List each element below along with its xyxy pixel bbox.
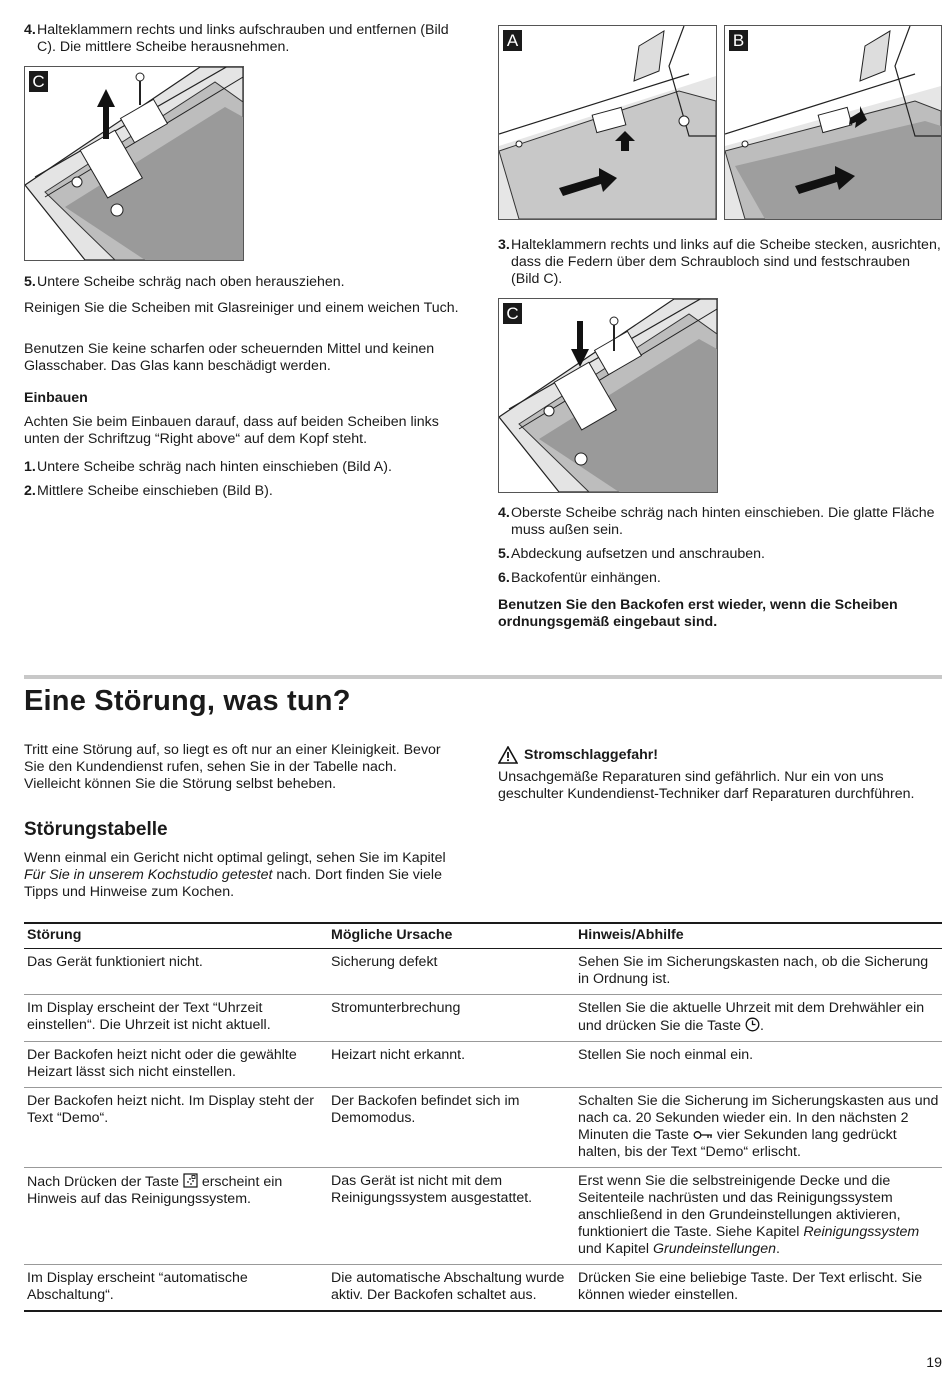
step-1-insert-lower-text: Untere Scheibe schräg nach hinten einschieben (Bild A). (37, 459, 392, 475)
figure-b (724, 25, 942, 220)
section-title: Eine Störung, was tun? (24, 685, 351, 717)
figure-c-attach-label: C (503, 303, 522, 324)
clamp-remove-illustration (25, 67, 243, 260)
step-4-insert-top-text: Oberste Scheibe schräg nach hinten einschieben. Die glatte Fläche muss außen sein. (511, 505, 935, 538)
figure-a-label: A (503, 30, 522, 51)
key-icon (693, 1129, 713, 1141)
warning-block (498, 746, 942, 803)
step-5-cover: 5. Abdeckung aufsetzen und anschrauben. (498, 546, 765, 562)
insert-middle-pane-illustration (725, 26, 941, 219)
step-1-insert-lower: 1. Untere Scheibe schräg nach hinten einschieben (Bild A). (24, 459, 392, 475)
warning-title: Stromschlaggefahr! (524, 746, 659, 763)
einbauen-heading: Einbauen (24, 390, 88, 406)
header-ursache: Mögliche Ursache (328, 923, 575, 949)
warning-triangle-icon (498, 746, 518, 764)
clamp-attach-illustration (499, 299, 717, 492)
troubleshooting-table (24, 922, 942, 1312)
section-divider (24, 675, 942, 679)
clock-icon (745, 1017, 760, 1032)
figure-c-attach (498, 298, 718, 493)
step-4-insert-top: 4. Oberste Scheibe schräg nach hinten einschieben. Die glatte Fläche muss außen sein. (498, 505, 942, 539)
einbauen-paragraph: Achten Sie beim Einbauen darauf, dass auf beiden Scheiben links unten der Schriftzug “Right above“ auf dem Kopf steht. (24, 414, 439, 447)
figure-c-label: C (29, 71, 48, 92)
step-5-cover-text: Abdeckung aufsetzen und anschrauben. (511, 546, 765, 562)
header-stoerung: Störung (24, 923, 328, 949)
chapter-reference: Für Sie in unserem Kochstudio getestet (24, 867, 273, 883)
table-row: Der Backofen heizt nicht. Im Display steht der Text “Demo“. Der Backofen befindet sich im Demomodus. Schalten Sie die Sicherung im Sicherungskasten aus und nach ca. 20 Sekunden wieder ein. In den nächsten 2 Minuten die Taste vier Sekunden lang gedrückt halten, bis der Text “Demo“ erlischt. (24, 1088, 942, 1168)
table-intro-paragraph: Wenn einmal ein Gericht nicht optimal gelingt, sehen Sie im Kapitel Für Sie in unserem Kochstudio getestet nach. Dort finden Sie viele Tipps und Hinweise zum Kochen. (24, 850, 446, 900)
step-5-pull-out-text: Untere Scheibe schräg nach oben herausziehen. (37, 274, 345, 290)
insert-lower-pane-illustration (499, 26, 716, 219)
step-2-insert-middle-text: Mittlere Scheibe einschieben (Bild B). (37, 483, 273, 499)
cleaning-system-icon (183, 1173, 198, 1188)
subsection-title: Störungstabelle (24, 819, 168, 840)
step-2-insert-middle: 2. Mittlere Scheibe einschieben (Bild B). (24, 483, 273, 499)
table-row: Der Backofen heizt nicht oder die gewählte Heizart lässt sich nicht einstellen. Heizart nicht erkannt. Stellen Sie noch einmal ein. (24, 1042, 942, 1088)
warning-text: Unsachgemäße Reparaturen sind gefährlich. Nur ein von uns geschulter Kundendienst-Techniker darf Reparaturen durchführen. (498, 769, 915, 802)
step-4-remove-text: Halteklammern rechts und links aufschrauben und entfernen (Bild C). Die mittlere Scheibe herausnehmen. (37, 22, 449, 55)
step-4-remove: 4. Halteklammern rechts und links aufschrauben und entfernen (Bild C). Die mittlere Scheibe herausnehmen. (24, 22, 469, 56)
table-row: Nach Drücken der Taste erscheint ein Hinweis auf das Reinigungssystem. Das Gerät ist nicht mit dem Reinigungssystem ausgestattet. Erst wenn Sie die selbstreinigende Decke und die Seitenteile nachrüsten und das Reinigungssystem anschließend in den Grundeinstellungen aktivieren, funktioniert die Taste. Siehe Kapitel Reinigungssystem und Kapitel Grundeinstellungen. (24, 1168, 942, 1265)
step-3-attach-clamps-text: Halteklammern rechts und links auf die Scheibe stecken, ausrichten, dass die Federn über dem Schraubloch sind und festschrauben (Bild C). (511, 237, 941, 287)
step-6-door-text: Backofentür einhängen. (511, 570, 661, 586)
caution-paragraph: Benutzen Sie keine scharfen oder scheuernden Mittel und keinen Glasschaber. Das Glas kann beschädigt werden. (24, 341, 435, 374)
cleaning-paragraph: Reinigen Sie die Scheiben mit Glasreiniger und einem weichen Tuch. (24, 300, 459, 316)
table-row: Im Display erscheint “automatische Abschaltung“. Die automatische Abschaltung wurde aktiv. Der Backofen schaltet aus. Drücken Sie eine beliebige Taste. Der Text erlischt. Sie können wieder einstellen. (24, 1265, 942, 1312)
figure-c-remove (24, 66, 244, 261)
figure-a (498, 25, 717, 220)
table-header-row (24, 923, 942, 949)
intro-paragraph: Tritt eine Störung auf, so liegt es oft nur an einer Kleinigkeit. Bevor Sie den Kundendienst rufen, sehen Sie in der Tabelle nach. Vielleicht können Sie die Störung selbst beheben. (24, 742, 441, 792)
figure-b-label: B (729, 30, 748, 51)
step-5-pull-out: 5. Untere Scheibe schräg nach oben herausziehen. (24, 274, 345, 290)
step-6-door: 6. Backofentür einhängen. (498, 570, 661, 586)
table-row: Das Gerät funktioniert nicht. Sicherung defekt Sehen Sie im Sicherungskasten nach, ob die Sicherung in Ordnung ist. (24, 949, 942, 995)
step-3-attach-clamps: 3. Halteklammern rechts und links auf die Scheibe stecken, ausrichten, dass die Federn über dem Schraubloch sind und festschrauben (Bild C). (498, 237, 941, 287)
page-number: 19 (926, 1355, 942, 1371)
header-abhilfe: Hinweis/Abhilfe (575, 923, 942, 949)
safety-note: Benutzen Sie den Backofen erst wieder, wenn die Scheiben ordnungsgemäß eingebaut sind. (498, 597, 898, 630)
table-row: Im Display erscheint der Text “Uhrzeit einstellen“. Die Uhrzeit ist nicht aktuell. Stromunterbrechung Stellen Sie die aktuelle Uhrzeit mit dem Drehwähler ein und drücken Sie die Taste . (24, 995, 942, 1042)
